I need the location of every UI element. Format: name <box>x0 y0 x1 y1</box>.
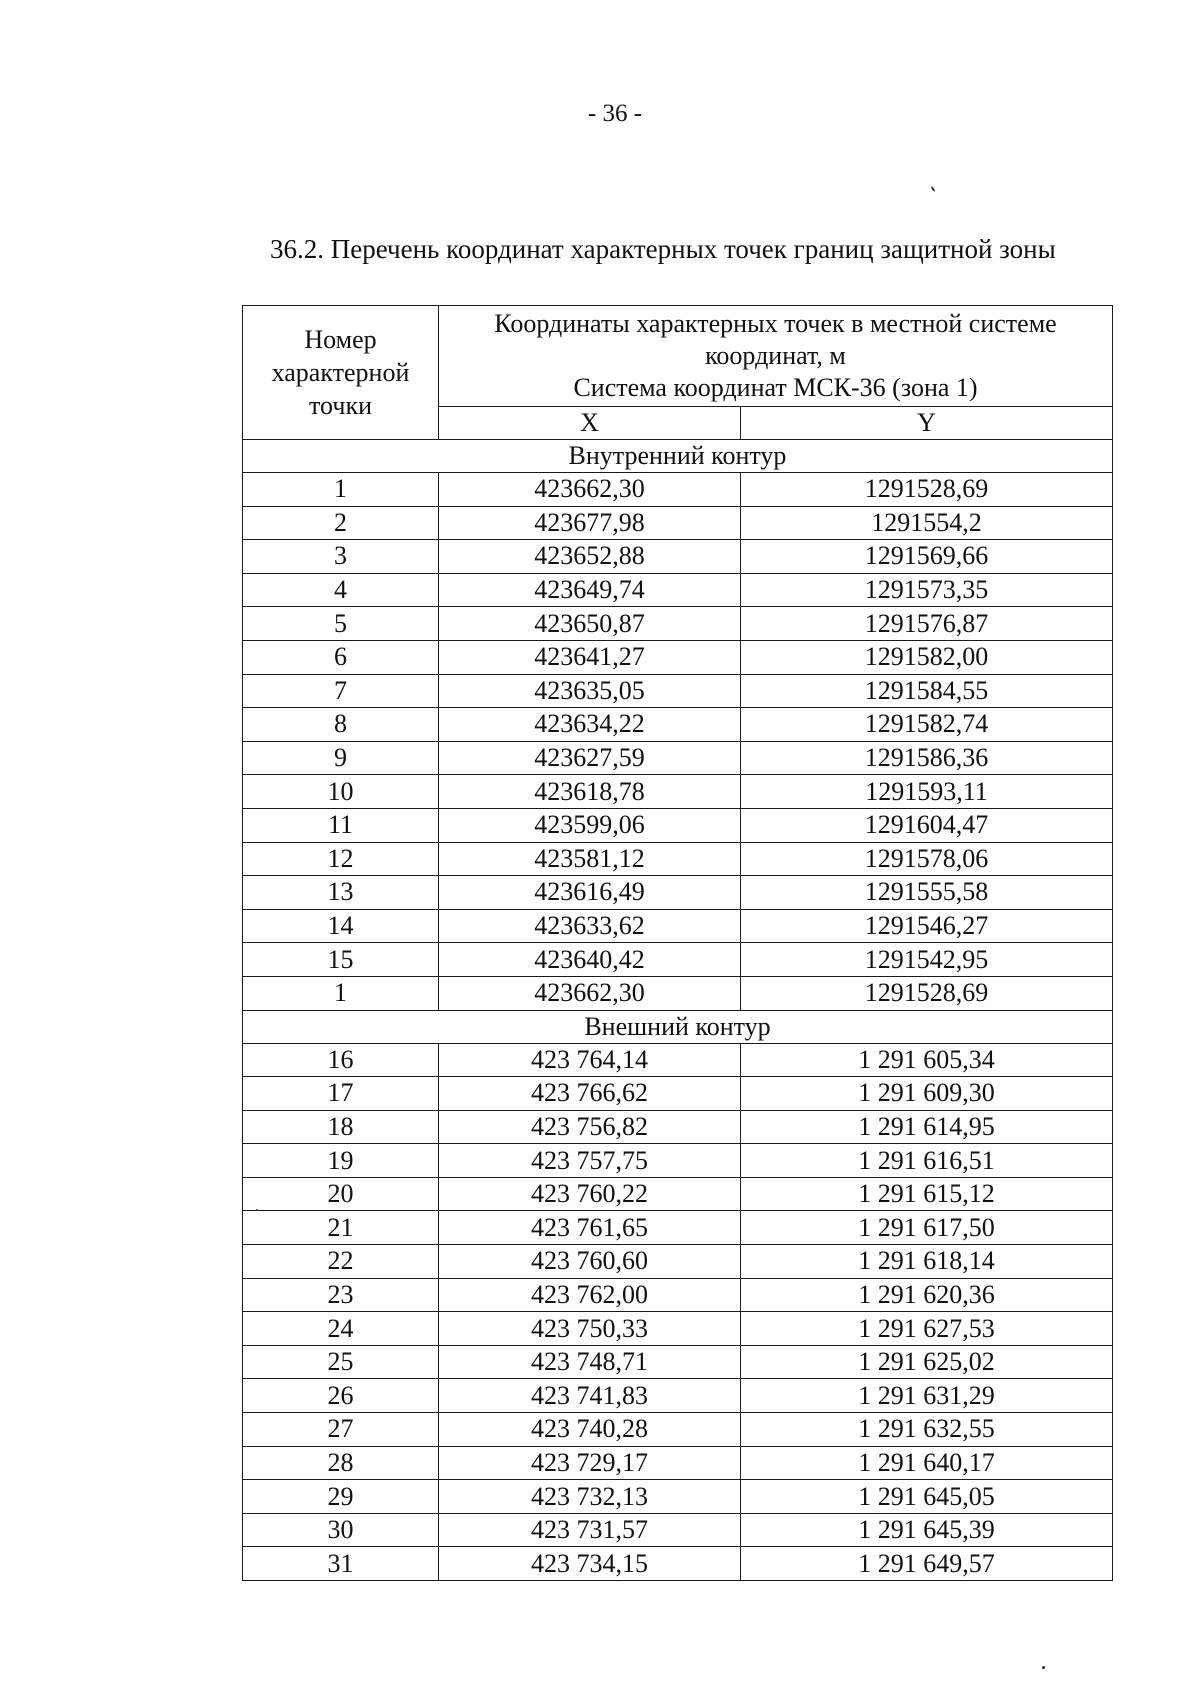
x-coordinate-cell: 423581,12 <box>439 842 741 876</box>
table-row <box>243 1211 1113 1245</box>
table-row <box>243 976 1113 1010</box>
x-coordinate-cell: 423 766,62 <box>439 1077 741 1111</box>
table-row <box>243 1547 1113 1581</box>
x-coordinate-cell: 423677,98 <box>439 506 741 540</box>
point-number-cell: 10 <box>243 775 439 809</box>
x-coordinate-cell: 423633,62 <box>439 909 741 943</box>
y-coordinate-cell: 1 291 609,30 <box>741 1077 1113 1111</box>
point-number-cell: 23 <box>243 1278 439 1312</box>
y-coordinate-cell: 1291555,58 <box>741 876 1113 910</box>
y-coordinate-cell: 1291576,87 <box>741 607 1113 641</box>
point-number-cell: 19 <box>243 1144 439 1178</box>
table-row <box>243 808 1113 842</box>
point-number-cell: 13 <box>243 876 439 910</box>
y-coordinate-cell: 1291528,69 <box>741 976 1113 1010</box>
point-number-cell: 26 <box>243 1379 439 1413</box>
point-number-cell: 9 <box>243 741 439 775</box>
x-coordinate-cell: 423662,30 <box>439 976 741 1010</box>
point-number-cell: 5 <box>243 607 439 641</box>
x-coordinate-cell: 423641,27 <box>439 640 741 674</box>
y-coordinate-cell: 1 291 645,05 <box>741 1480 1113 1514</box>
point-number-cell: 21 <box>243 1211 439 1245</box>
table-row <box>243 708 1113 742</box>
x-coordinate-cell: 423 761,65 <box>439 1211 741 1245</box>
x-coordinate-cell: 423 741,83 <box>439 1379 741 1413</box>
coordinates-table <box>242 305 1113 1581</box>
point-number-cell: 16 <box>243 1043 439 1077</box>
x-coordinate-cell: 423635,05 <box>439 674 741 708</box>
table-row <box>243 1513 1113 1547</box>
y-coordinate-cell: 1 291 616,51 <box>741 1144 1113 1178</box>
point-number-cell: 2 <box>243 506 439 540</box>
point-number-cell: 30 <box>243 1513 439 1547</box>
x-coordinate-cell: 423 760,22 <box>439 1177 741 1211</box>
scan-speck <box>930 186 935 192</box>
x-coordinate-cell: 423662,30 <box>439 473 741 507</box>
point-number-cell: 25 <box>243 1345 439 1379</box>
table-row <box>243 1446 1113 1480</box>
y-coordinate-cell: 1 291 631,29 <box>741 1379 1113 1413</box>
header-x: X <box>439 407 741 440</box>
header-y: Y <box>741 407 1113 440</box>
table-row <box>243 573 1113 607</box>
point-number-cell: 3 <box>243 540 439 574</box>
point-number-cell: 4 <box>243 573 439 607</box>
point-number-cell: 1 <box>243 473 439 507</box>
table-row <box>243 1345 1113 1379</box>
point-number-cell: 31 <box>243 1547 439 1581</box>
table-row <box>243 1177 1113 1211</box>
x-coordinate-cell: 423 762,00 <box>439 1278 741 1312</box>
point-number-cell: 28 <box>243 1446 439 1480</box>
x-coordinate-cell: 423650,87 <box>439 607 741 641</box>
table-row <box>243 607 1113 641</box>
table-header <box>243 306 1113 440</box>
y-coordinate-cell: 1291582,74 <box>741 708 1113 742</box>
table-row <box>243 876 1113 910</box>
point-number-cell: 12 <box>243 842 439 876</box>
y-coordinate-cell: 1291542,95 <box>741 943 1113 977</box>
y-coordinate-cell: 1 291 632,55 <box>741 1413 1113 1447</box>
y-coordinate-cell: 1 291 620,36 <box>741 1278 1113 1312</box>
y-coordinate-cell: 1291578,06 <box>741 842 1113 876</box>
x-coordinate-cell: 423616,49 <box>439 876 741 910</box>
table-row <box>243 1278 1113 1312</box>
y-coordinate-cell: 1 291 627,53 <box>741 1312 1113 1346</box>
point-number-cell: 20 <box>243 1177 439 1211</box>
table-row <box>243 640 1113 674</box>
y-coordinate-cell: 1291584,55 <box>741 674 1113 708</box>
x-coordinate-cell: 423 732,13 <box>439 1480 741 1514</box>
x-coordinate-cell: 423618,78 <box>439 775 741 809</box>
table-row <box>243 506 1113 540</box>
x-coordinate-cell: 423 764,14 <box>439 1043 741 1077</box>
x-coordinate-cell: 423652,88 <box>439 540 741 574</box>
table-row <box>243 1312 1113 1346</box>
x-coordinate-cell: 423627,59 <box>439 741 741 775</box>
y-coordinate-cell: 1291554,2 <box>741 506 1113 540</box>
point-number-cell: 29 <box>243 1480 439 1514</box>
x-coordinate-cell: 423 734,15 <box>439 1547 741 1581</box>
table-row <box>243 540 1113 574</box>
y-coordinate-cell: 1 291 614,95 <box>741 1110 1113 1144</box>
header-coordinate-system: Система координат МСК-36 (зона 1) <box>573 373 978 402</box>
y-coordinate-cell: 1 291 640,17 <box>741 1446 1113 1480</box>
table-row <box>243 473 1113 507</box>
y-coordinate-cell: 1 291 615,12 <box>741 1177 1113 1211</box>
x-coordinate-cell: 423640,42 <box>439 943 741 977</box>
table-row <box>243 1480 1113 1514</box>
x-coordinate-cell: 423 757,75 <box>439 1144 741 1178</box>
table-row <box>243 1043 1113 1077</box>
x-coordinate-cell: 423 731,57 <box>439 1513 741 1547</box>
outer-contour-label: Внешний контур <box>243 1010 1113 1043</box>
point-number-cell: 11 <box>243 808 439 842</box>
inner-contour-label: Внутренний контур <box>243 440 1113 473</box>
x-coordinate-cell: 423634,22 <box>439 708 741 742</box>
x-coordinate-cell: 423 760,60 <box>439 1245 741 1279</box>
table-row <box>243 775 1113 809</box>
point-number-cell: 17 <box>243 1077 439 1111</box>
x-coordinate-cell: 423 740,28 <box>439 1413 741 1447</box>
point-number-cell: 14 <box>243 909 439 943</box>
table-row <box>243 1110 1113 1144</box>
y-coordinate-cell: 1 291 605,34 <box>741 1043 1113 1077</box>
table-row <box>243 1379 1113 1413</box>
y-coordinate-cell: 1291604,47 <box>741 808 1113 842</box>
table-row <box>243 943 1113 977</box>
scan-speck <box>256 1209 258 1211</box>
point-number-cell: 7 <box>243 674 439 708</box>
y-coordinate-cell: 1291546,27 <box>741 909 1113 943</box>
y-coordinate-cell: 1 291 649,57 <box>741 1547 1113 1581</box>
point-number-cell: 24 <box>243 1312 439 1346</box>
point-number-cell: 15 <box>243 943 439 977</box>
x-coordinate-cell: 423599,06 <box>439 808 741 842</box>
table-row <box>243 674 1113 708</box>
table-row <box>243 1144 1113 1178</box>
y-coordinate-cell: 1291593,11 <box>741 775 1113 809</box>
point-number-cell: 27 <box>243 1413 439 1447</box>
page-number: - 36 - <box>587 100 643 127</box>
x-coordinate-cell: 423 748,71 <box>439 1345 741 1379</box>
table-row <box>243 1077 1113 1111</box>
table-row <box>243 909 1113 943</box>
point-number-cell: 8 <box>243 708 439 742</box>
header-coordinates-description: Координаты характерных точек в местной системе координат, м <box>494 309 1057 370</box>
x-coordinate-cell: 423 750,33 <box>439 1312 741 1346</box>
table-row <box>243 1245 1113 1279</box>
header-point-number: Номер характерной точки <box>243 306 439 440</box>
point-number-cell: 22 <box>243 1245 439 1279</box>
y-coordinate-cell: 1291528,69 <box>741 473 1113 507</box>
header-coordinates <box>439 306 1113 407</box>
point-number-cell: 1 <box>243 976 439 1010</box>
x-coordinate-cell: 423 729,17 <box>439 1446 741 1480</box>
y-coordinate-cell: 1 291 645,39 <box>741 1513 1113 1547</box>
y-coordinate-cell: 1 291 617,50 <box>741 1211 1113 1245</box>
y-coordinate-cell: 1291586,36 <box>741 741 1113 775</box>
y-coordinate-cell: 1 291 625,02 <box>741 1345 1113 1379</box>
table-row <box>243 741 1113 775</box>
table-row <box>243 1413 1113 1447</box>
scan-speck <box>1042 1666 1045 1669</box>
point-number-cell: 18 <box>243 1110 439 1144</box>
y-coordinate-cell: 1 291 618,14 <box>741 1245 1113 1279</box>
outer-contour-section <box>243 1010 1113 1581</box>
x-coordinate-cell: 423649,74 <box>439 573 741 607</box>
y-coordinate-cell: 1291573,35 <box>741 573 1113 607</box>
y-coordinate-cell: 1291582,00 <box>741 640 1113 674</box>
y-coordinate-cell: 1291569,66 <box>741 540 1113 574</box>
table-row <box>243 842 1113 876</box>
x-coordinate-cell: 423 756,82 <box>439 1110 741 1144</box>
point-number-cell: 6 <box>243 640 439 674</box>
inner-contour-section <box>243 440 1113 1011</box>
document-title: 36.2. Перечень координат характерных точек границ защитной зоны <box>270 234 1056 264</box>
